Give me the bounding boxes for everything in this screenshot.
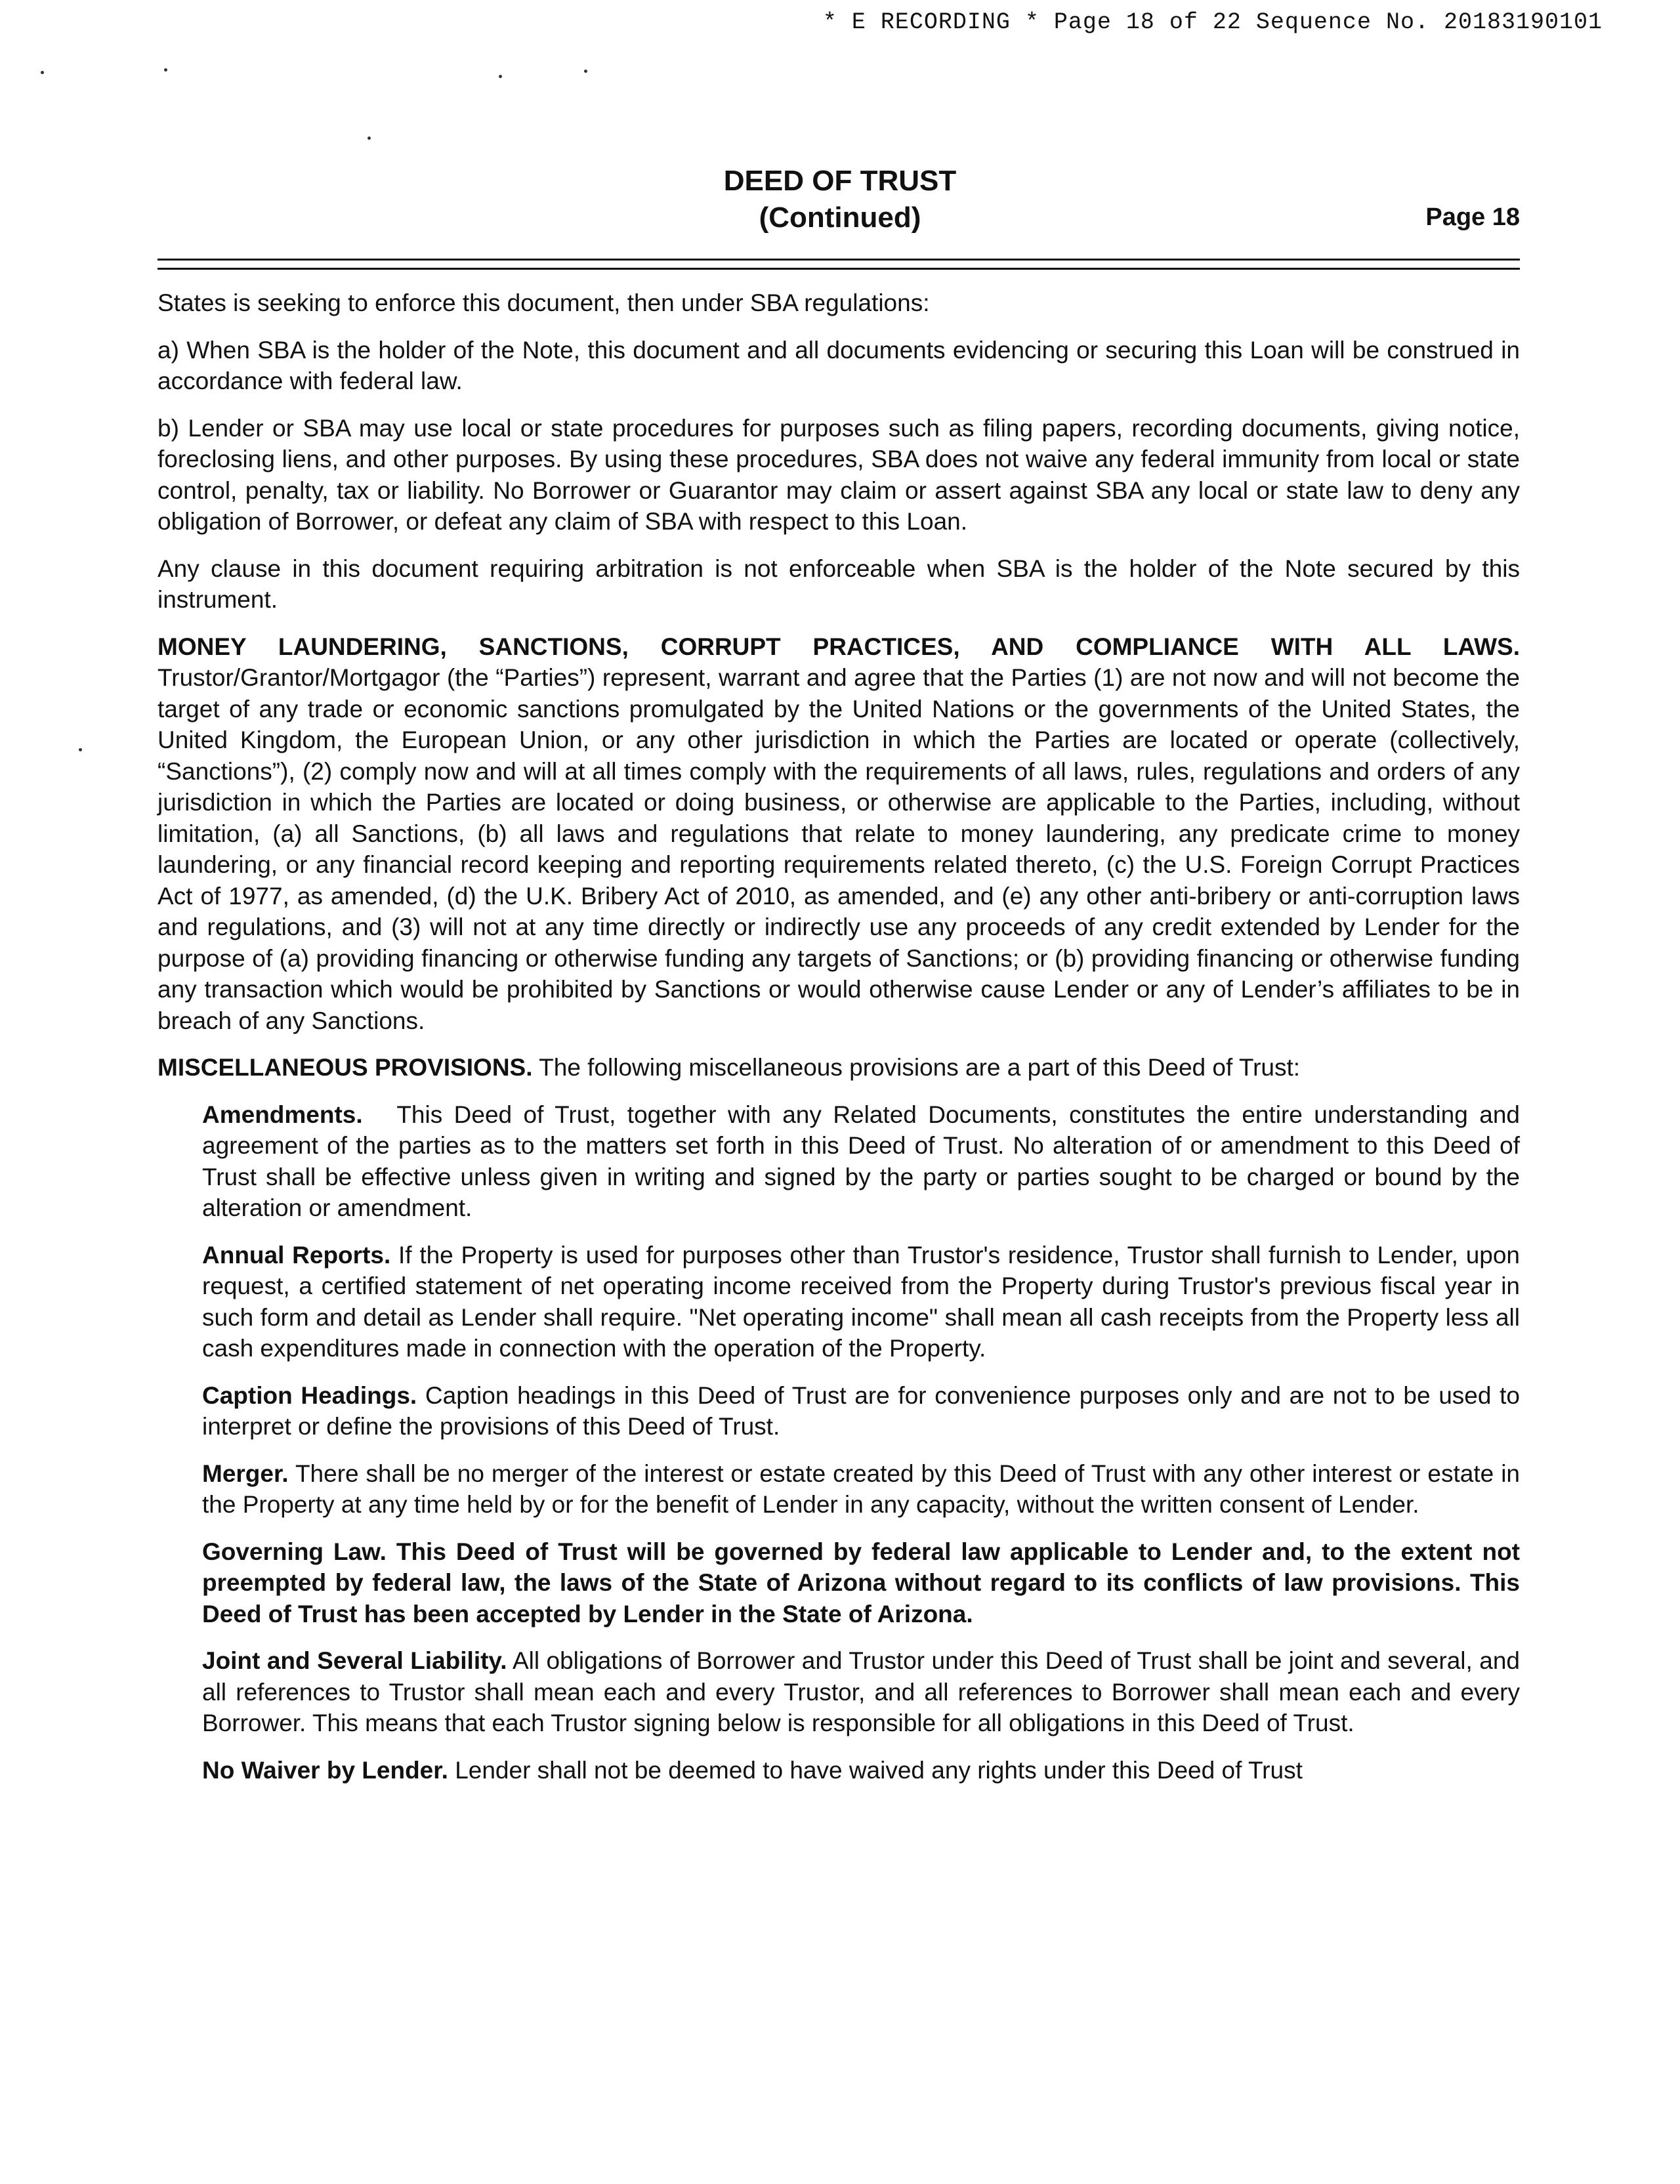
no-waiver-text: Lender shall not be deemed to have waived any rights under this Deed of Trust: [455, 1756, 1303, 1784]
merger-section: [202, 1458, 1520, 1521]
scan-speck: [41, 71, 44, 74]
annual-reports-text: If the Property is used for purposes other than Trustor's residence, Trustor shall furnish to Lender, upon request, a certified statement of net operating income received from the Property during Trustor's previous fiscal year in such form and detail as Lender shall require. "Net operating income" shall mean all cash receipts from the Property less all cash expenditures made in connection with the operation of the Property.: [202, 1241, 1521, 1362]
merger-text: There shall be no merger of the interest or estate created by this Deed of Trust with any other interest or estate in the Property at any time held by or for the benefit of Lender in any capacity, without the written consent of Lender.: [202, 1460, 1520, 1518]
scan-speck: [368, 136, 371, 140]
no-waiver-section: [202, 1755, 1520, 1786]
no-waiver-heading: No Waiver by Lender.: [202, 1756, 448, 1784]
money-laundering-section: [158, 631, 1520, 1037]
document-subtitle: (Continued): [759, 201, 921, 234]
sba-clause-a: a) When SBA is the holder of the Note, this document and all documents evidencing or securing this Loan will be construed in accordance with federal law.: [158, 336, 1520, 394]
document-body: [158, 287, 1520, 1801]
governing-law-heading: Governing Law.: [202, 1538, 387, 1565]
recording-stamp: * E RECORDING * Page 18 of 22 Sequence No. 20183190101: [822, 9, 1603, 35]
arbitration-clause: Any clause in this document requiring arbitration is not enforceable when SBA is the holder of the Note secured by this instrument.: [158, 555, 1520, 613]
amendments-heading: Amendments.: [202, 1101, 363, 1128]
annual-reports-heading: Annual Reports.: [202, 1241, 391, 1269]
merger-heading: Merger.: [202, 1460, 289, 1487]
governing-law-section: [202, 1536, 1520, 1630]
money-laundering-heading: MONEY LAUNDERING, SANCTIONS, CORRUPT PRACTICES, AND COMPLIANCE WITH ALL LAWS.: [158, 633, 1520, 660]
misc-provisions-text: The following miscellaneous provisions are a part of this Deed of Trust:: [539, 1054, 1301, 1081]
amendments-section: [202, 1099, 1520, 1224]
sba-intro: States is seeking to enforce this document, then under SBA regulations:: [158, 289, 930, 316]
page-number: Page 18: [1425, 203, 1520, 231]
caption-headings-text: Caption headings in this Deed of Trust are for convenience purposes only and are not to be used to interpret or define the provisions of this Deed of Trust.: [202, 1381, 1520, 1440]
document-title: DEED OF TRUST: [723, 165, 957, 197]
joint-liability-text: All obligations of Borrower and Trustor under this Deed of Trust shall be joint and several, and all references to Trustor shall mean each and every Trustor, and all references to Borrower shall mean each and every Borrower. This means that each Trustor signing below is responsible for all obligations in this Deed of Trust.: [202, 1647, 1520, 1736]
caption-headings-section: [202, 1380, 1520, 1442]
misc-provisions-heading: MISCELLANEOUS PROVISIONS.: [158, 1054, 533, 1081]
sba-clause-b: b) Lender or SBA may use local or state procedures for purposes such as filing papers, recording documents, giving notice, foreclosing liens, and other purposes. By using these procedures, SBA does not waive any federal immunity from local or state control, penalty, tax or liability. No Borrower or Guarantor may claim or assert against SBA any local or state law to deny any obligation of Borrower, or defeat any claim of SBA with respect to this Loan.: [158, 414, 1520, 535]
scan-speck: [584, 70, 587, 73]
joint-liability-section: [202, 1645, 1520, 1739]
governing-law-text: This Deed of Trust will be governed by federal law applicable to Lender and, to the extent not preempted by federal law, the laws of the State of Arizona without regard to its conflicts of law provisions. This Deed of Trust has been accepted by Lender in the State of Arizona.: [202, 1538, 1521, 1628]
misc-provisions-section: [158, 1052, 1520, 1083]
scan-speck: [499, 75, 502, 78]
annual-reports-section: [202, 1240, 1520, 1364]
caption-headings-heading: Caption Headings.: [202, 1381, 417, 1409]
joint-liability-heading: Joint and Several Liability.: [202, 1647, 507, 1674]
header-rule-top: [158, 259, 1520, 261]
header-rule-bottom: [158, 268, 1520, 270]
scan-speck: [79, 748, 82, 751]
amendments-text: This Deed of Trust, together with any Related Documents, constitutes the entire understanding and agreement of the parties as to the matters set forth in this Deed of Trust. No alteration of or amendment to this Deed of Trust shall be effective unless given in writing and signed by the party or parties sought to be charged or bound by the alteration or amendment.: [202, 1101, 1520, 1221]
scan-speck: [164, 68, 167, 72]
money-laundering-text: Trustor/Grantor/Mortgagor (the “Parties”) represent, warrant and agree that the Parties (1) are not now and will not become the target of any trade or economic sanctions promulgated by the United Nations or the governments of the United States, the United Kingdom, the European Union, or any other jurisdiction in which the Parties are located or operate (collectively, “Sanctions”), (2) comply now and will at all times comply with the requirements of all laws, rules, regulations and orders of any jurisdiction in which the Parties are located or doing business, or otherwise are applicable to the Parties, including, without limitation, (a) all Sanctions, (b) all laws and regulations that relate to money laundering, any predicate crime to money laundering, or any financial record keeping and reporting requirements related thereto, (c) the U.S. Foreign Corrupt Practices Act of 1977, as amended, (d) the U.K. Bribery Act of 2010, as amended, and (e) any other anti-bribery or anti-corruption laws and regulations, and (3) will not at any time directly or indirectly use any proceeds of any credit extended by Lender for the purpose of (a) providing financing or otherwise funding any targets of Sanctions; or (b) providing financing or otherwise funding any transaction which would be prohibited by Sanctions or would otherwise cause Lender or any of Lender’s affiliates to be in breach of any Sanctions.: [158, 664, 1520, 1034]
